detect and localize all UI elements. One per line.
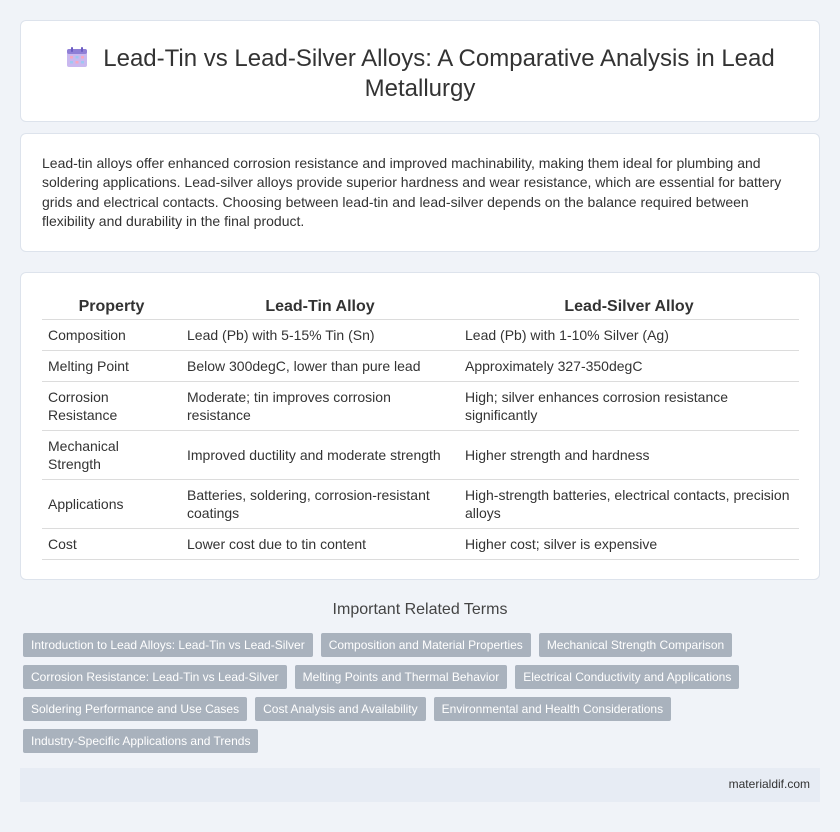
related-term-tag[interactable]: Industry-Specific Applications and Trends — [23, 729, 258, 753]
related-term-tag[interactable]: Melting Points and Thermal Behavior — [295, 665, 508, 689]
page-title-wrapper — [61, 44, 779, 104]
cell-property: Cost — [42, 528, 181, 559]
related-term-tag[interactable]: Soldering Performance and Use Cases — [23, 697, 247, 721]
cell-property: Mechanical Strength — [42, 430, 181, 479]
cell-lead-tin: Improved ductility and moderate strength — [181, 430, 459, 479]
related-term-tag[interactable]: Electrical Conductivity and Applications — [515, 665, 739, 689]
table-row — [42, 528, 799, 559]
cell-lead-tin: Moderate; tin improves corrosion resistance — [181, 381, 459, 430]
comparison-table — [42, 295, 799, 560]
footer-site-link[interactable]: materialdif.com — [728, 777, 810, 791]
cell-lead-silver: Higher cost; silver is expensive — [459, 528, 799, 559]
cell-lead-tin: Lead (Pb) with 5-15% Tin (Sn) — [181, 319, 459, 350]
header-lead-tin: Lead-Tin Alloy — [181, 295, 459, 319]
cell-lead-silver: Lead (Pb) with 1-10% Silver (Ag) — [459, 319, 799, 350]
cell-property: Corrosion Resistance — [42, 381, 181, 430]
related-term-tag[interactable]: Mechanical Strength Comparison — [539, 633, 732, 657]
cell-lead-silver: High-strength batteries, electrical contacts, precision alloys — [459, 479, 799, 528]
intro-paragraph: Lead-tin alloys offer enhanced corrosion resistance and improved machinability, making them ideal for plumbing and soldering applications. Lead-silver alloys provide superior hardness and wear resistance, which are essential for battery grids and electrical contacts. Choosing between lead-tin and lead-silver depends on the balance required between flexibility and durability in the final product. — [42, 155, 782, 230]
tag-row — [23, 697, 823, 721]
footer — [20, 768, 820, 802]
related-term-tag[interactable]: Corrosion Resistance: Lead-Tin vs Lead-Silver — [23, 665, 287, 689]
intro-card — [20, 133, 820, 252]
tag-row — [23, 665, 823, 689]
table-row — [42, 381, 799, 430]
cell-property: Composition — [42, 319, 181, 350]
related-terms-heading: Important Related Terms — [332, 601, 508, 618]
table-row — [42, 319, 799, 350]
tag-row — [23, 633, 823, 657]
header-property: Property — [42, 295, 181, 319]
related-term-tag[interactable]: Introduction to Lead Alloys: Lead-Tin vs Lead-Silver — [23, 633, 313, 657]
related-terms-list — [23, 633, 823, 761]
cell-lead-tin: Batteries, soldering, corrosion-resistant coatings — [181, 479, 459, 528]
table-row — [42, 479, 799, 528]
table-header-row — [42, 295, 799, 319]
related-term-tag[interactable]: Environmental and Health Considerations — [434, 697, 671, 721]
comparison-card — [20, 272, 820, 580]
cell-lead-tin: Below 300degC, lower than pure lead — [181, 350, 459, 381]
calendar-icon — [65, 45, 89, 69]
related-term-tag[interactable]: Cost Analysis and Availability — [255, 697, 426, 721]
cell-lead-silver: High; silver enhances corrosion resistance significantly — [459, 381, 799, 430]
table-row — [42, 350, 799, 381]
cell-property: Melting Point — [42, 350, 181, 381]
cell-lead-silver: Approximately 327-350degC — [459, 350, 799, 381]
page-title: Lead-Tin vs Lead-Silver Alloys: A Comparative Analysis in Lead Metallurgy — [103, 45, 775, 102]
related-term-tag[interactable]: Composition and Material Properties — [321, 633, 531, 657]
cell-property: Applications — [42, 479, 181, 528]
cell-lead-tin: Lower cost due to tin content — [181, 528, 459, 559]
cell-lead-silver: Higher strength and hardness — [459, 430, 799, 479]
title-card — [20, 20, 820, 122]
header-lead-silver: Lead-Silver Alloy — [459, 295, 799, 319]
tag-row — [23, 729, 823, 753]
table-row — [42, 430, 799, 479]
